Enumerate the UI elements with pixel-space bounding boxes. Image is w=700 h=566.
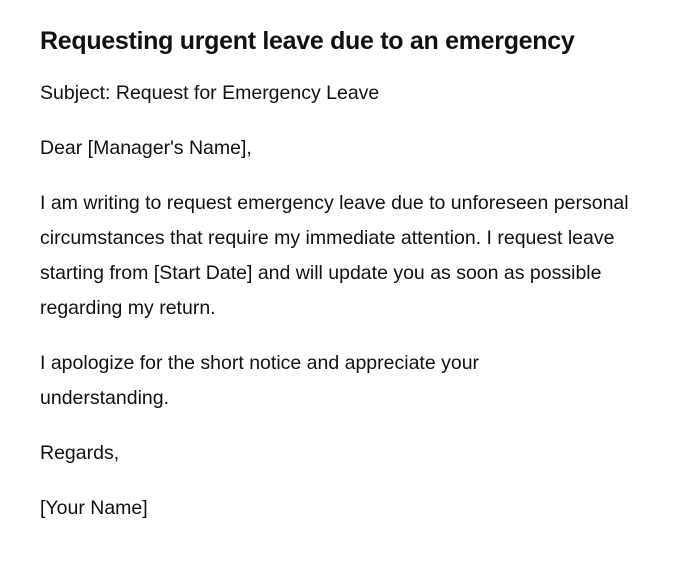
body-paragraph: I am writing to request emergency leave due to unforeseen personal circumstances that require my immediate attention. I request leave starting from [Start Date] and will update you as soon as possible regarding my return. [40, 192, 629, 319]
signature: [Your Name] [40, 497, 148, 519]
subject-line: Subject: Request for Emergency Leave [40, 82, 380, 104]
closing: Regards, [40, 442, 120, 464]
salutation: Dear [Manager's Name], [40, 137, 252, 159]
page-title: Requesting urgent leave due to an emergency [40, 27, 575, 55]
body-paragraph: I apologize for the short notice and appreciate your understanding. [40, 352, 480, 409]
